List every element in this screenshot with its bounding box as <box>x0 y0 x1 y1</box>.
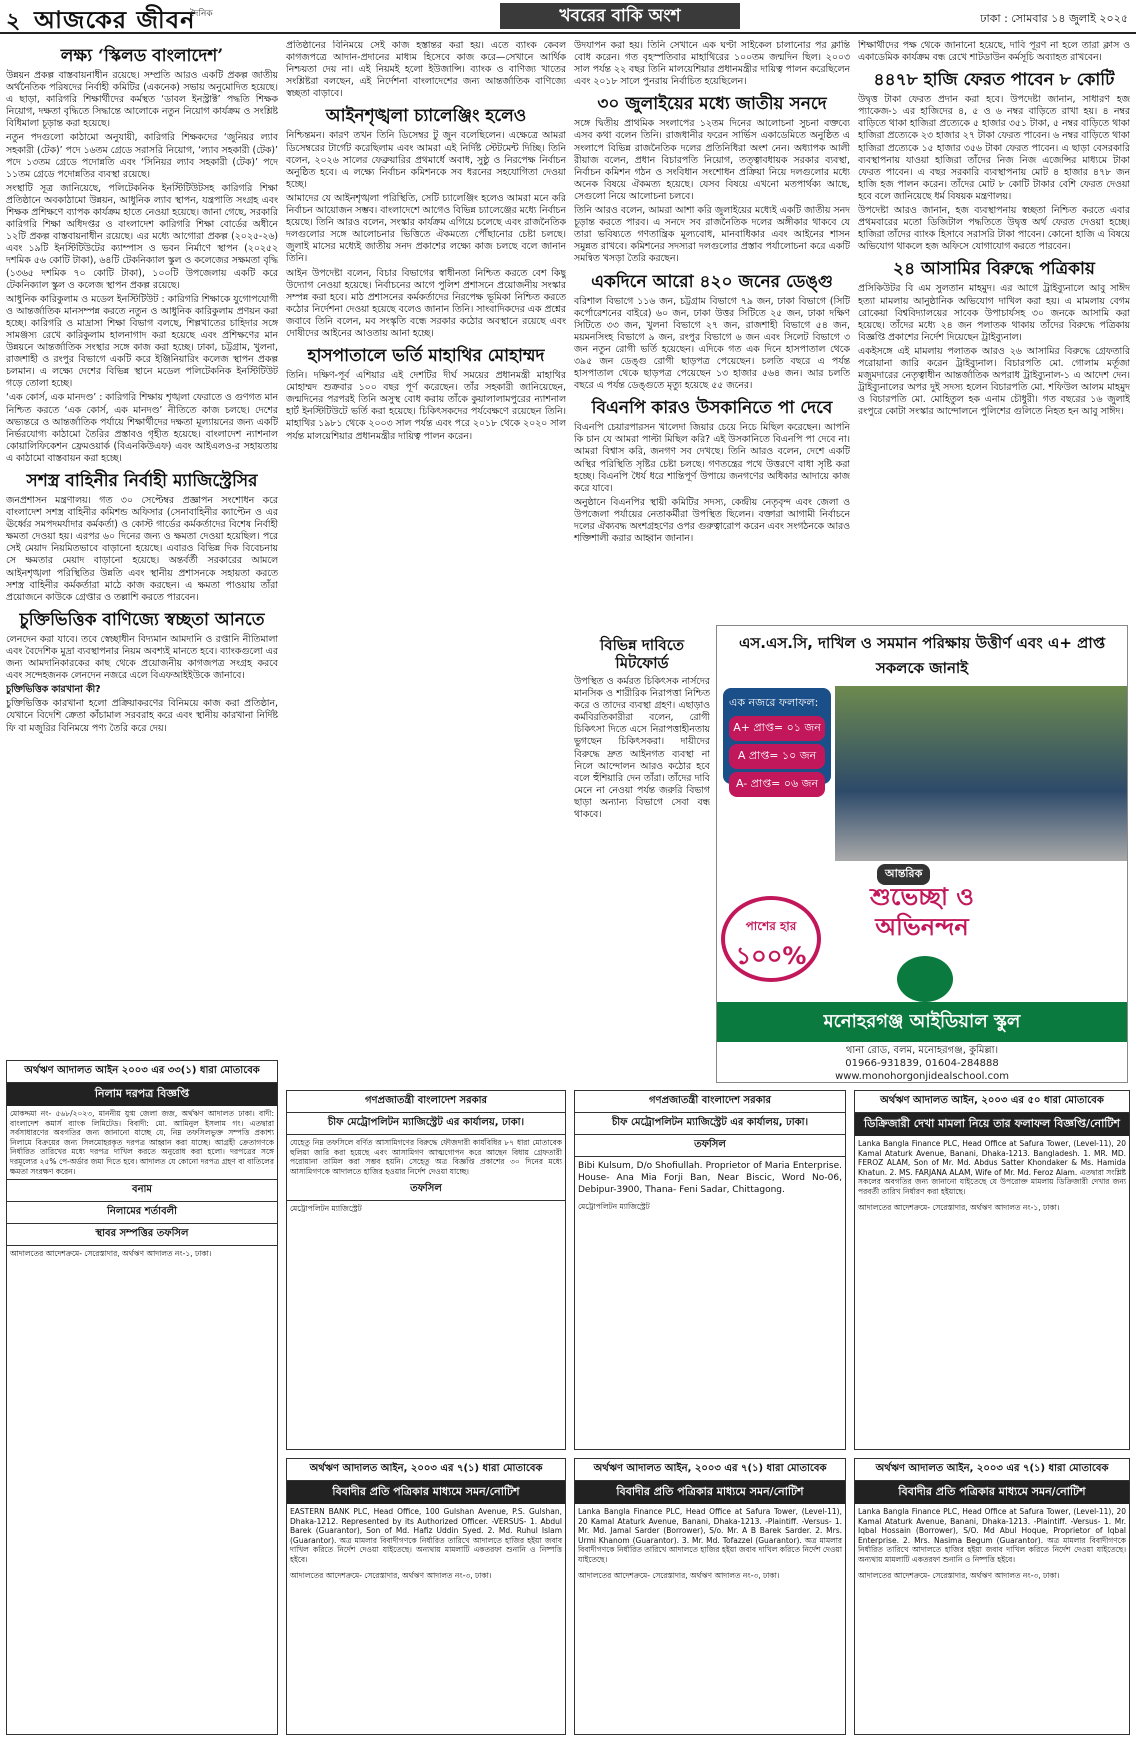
notice-title: বিবাদীর প্রতি পত্রিকার মাধ্যমে সমন/নোটিশ <box>287 1481 565 1504</box>
article-text: উপদেষ্টা আরও জানান, হজ ব্যবস্থাপনায় স্বচ্ছতা নিশ্চিত করতে এবার প্রথমবারের মতো ডিজিটাল পদ্ধতিতে উদ্বৃত্ত অর্থ ফেরত দেওয়া হচ্ছে। হাজিরা তাঁদের ব্যাংক হিসাবে সরাসরি টাকা পাবেন। কোনো হাজি এ বিষয়ে অভিযোগ থাকলে হজ অফিসে যোগাযোগ করতে পারবেন। <box>858 205 1130 253</box>
article-subhead: চুক্তিভিত্তিক কারখানা কী? <box>6 684 101 696</box>
result-summary <box>723 688 831 790</box>
notice-schedule: তফসিল <box>287 1179 565 1201</box>
result-aplus: A+ প্রাপ্ত= ০১ জন <box>729 716 825 741</box>
dateline: ঢাকা : সোমবার ১৪ জুলাই ২০২৫ <box>980 12 1128 25</box>
article-text: শিক্ষার্থীদের পক্ষ থেকে জানানো হয়েছে, দাবি পূরণ না হলে তারা ক্লাস ও একাডেমিক কার্যক্রম বন্ধ রেখে শাটডাউন কর্মসূচি অব্যাহত রাখবেন। <box>858 40 1130 64</box>
daily-tag: দৈনিক <box>190 9 213 19</box>
school-congrats-ad <box>716 625 1128 1083</box>
school-contact <box>717 1042 1127 1082</box>
column-1 <box>6 40 278 1050</box>
headline-national-charter: ৩০ জুলাইয়ের মধ্যে জাতীয় সনদে <box>597 94 827 115</box>
newspaper-logo: আজকের জীবন <box>34 5 196 34</box>
students-photo <box>835 686 1127 861</box>
article-text: তিনি আরও বলেন, আমরা আশা করি জুলাইয়ের মধ্যেই একটি জাতীয় সনদ চূড়ান্ত করতে পারব। এ সনদে সব রাজনৈতিক দলের অঙ্গীকার থাকবে যে তারা ভবিষ্যতে গণতান্ত্রিক মূল্যবোধ, মানবাধিকার এবং আইনের শাসন সমুন্নত রাখবে। কমিশনের সদস্যরা দলগুলোর প্রস্তাব পর্যালোচনা করে একটি সমন্বিত খসড়া তৈরি করছেন। <box>574 205 850 265</box>
column-3 <box>574 40 850 620</box>
auction-notice <box>6 1060 278 1735</box>
headline-armed-forces-magistracy: সশস্ত্র বাহিনীর নির্বাহী ম্যাজিস্ট্রেসির <box>26 471 258 491</box>
result-aminus: A- প্রাপ্ত= ০৬ জন <box>729 772 825 797</box>
pass-rate-label: পাশের হার <box>745 919 797 933</box>
article-text: প্রসিকিউটর বি এম সুলতান মাহমুদ। এর আগে ট্রাইব্যুনালে আবু সাঈদ হত্যা মামলায় আনুষ্ঠানিক অভিযোগ দাখিল করা হয়। এ মামলায় বেগম রোকেয়া বিশ্ববিদ্যালয়ের সাবেক উপাচার্যসহ ৩০ জনকে আসামি করা হয়েছে। তাঁদের মধ্যে ২৪ জন পলাতক থাকায় তাঁদের বিরুদ্ধে পত্রিকায় বিজ্ঞপ্তি প্রকাশের নির্দেশ দিয়েছেন ট্রাইব্যুনাল। <box>858 283 1130 343</box>
notice-office: চীফ মেট্রোপলিটন ম্যাজিস্ট্রেট এর কার্যালয়, ঢাকা। <box>287 1113 565 1135</box>
headline-bnp: বিএনপি কারও উসকানিতে পা দেবে <box>591 398 833 419</box>
article-text: উপস্থিত ও কর্মরত চিকিৎসক নার্সদের মানসিক ও শারীরিক নিরাপত্তা নিশ্চিত করে ও তাদের ব্যবস্থা গ্রহণ। এছাড়াও কর্মবিরতিকারীরা বলেন, রোগী চিকিৎসা দিতে এসে নিরাপত্তাহীনতায় ভুগছেন চিকিৎসকরা। দায়ীদের বিরুদ্ধে দ্রুত আইনগত ব্যবস্থা না নিলে আন্দোলন আরও কঠোর হবে বলে হুঁশিয়ারি দেন তাঁরা। তাঁদের দাবি মেনে না নেওয়া পর্যন্ত জরুরি বিভাগ ছাড়া অন্যান্য বিভাগে সেবা বন্ধ থাকবে। <box>574 676 710 821</box>
notice-title: বিবাদীর প্রতি পত্রিকার মাধ্যমে সমন/নোটিশ <box>575 1481 845 1504</box>
notice-conditions: নিলামের শর্তাবলী <box>7 1202 277 1224</box>
notice-govt: গণপ্রজাতন্ত্রী বাংলাদেশ সরকার <box>575 1091 845 1113</box>
result-heading: এক নজরে ফলাফল: <box>729 696 819 709</box>
notice-sign: আদালতের আদেশক্রমে- সেরেস্তাদার, অর্থঋণ আদালত নং-১, ঢাকা। <box>858 1202 1060 1212</box>
article-text: প্রতিষ্ঠানের বিনিময়ে সেই কাজ হস্তান্তর করা হয়। এতে ব্যাংক কেবল কাগজপত্রে আদান-প্রদানের মাধ্যম হিসেবে কাজ করে—সেখানে আর্থিক নিশ্চয়তা দেয় না। এই নিয়মই হলো ইউজান্সি। ব্যাংক ও বাণিজ্য খাতের সংশ্লিষ্টরা বলছেন, এই নির্দেশনা বাংলাদেশের জন্য আন্তর্জাতিক বাণিজ্যে স্বচ্ছতা বাড়াবে। <box>286 40 566 100</box>
notice-sign: আদালতের আদেশক্রমে- সেরেস্তাদার, অর্থঋণ আদালত নং-৩, ঢাকা। <box>290 1570 492 1580</box>
headline-law-order: আইনশৃঙ্খলা চ্যালেঞ্জিং হলেও <box>325 106 527 127</box>
article-text: ‘এক কোর্স, এক মানদণ্ড’ : কারিগরি শিক্ষায় শৃঙ্খলা ফেরাতে ও গুণগত মান নিশ্চিত করতে ‘এক কোর্স, এক মানদণ্ড’ নীতিতে কাজ চলছে। দেশের অভ্যন্তরে ও আন্তর্জাতিক পর্যায়ে শিক্ষার্থীদের দক্ষতা মূল্যায়নের জন্য একটি নির্ভরযোগ্য কাঠামো তৈরির প্রস্তাবও গৃহীত হয়েছে। বাংলাদেশ ন্যাশনাল কোয়ালিফিকেশন ফ্রেমওয়ার্ক (বিএনকিউএফ) এবং আইএলও-র সহায়তায় এ কাঠামো বাস্তবায়ন করা হচ্ছে। <box>6 392 278 464</box>
cmm-notice-1 <box>286 1090 566 1450</box>
article-text: আইন উপদেষ্টা বলেন, বিচার বিভাগের স্বাধীনতা নিশ্চিত করতে বেশ কিছু উদ্যোগ নেওয়া হয়েছে। নির্বাচনের আগে পুলিশ প্রশাসনে প্রয়োজনীয় সংস্কার সম্পন্ন করা হবে। মাঠ প্রশাসনের কর্মকর্তাদের নিরপেক্ষ ভূমিকা নিশ্চিত করতে কঠোর নির্দেশনা দেওয়া হয়েছে বলেও জানান তিনি। সাংবাদিকদের এক প্রশ্নের জবাবে তিনি বলেন, মব সংস্কৃতি বন্ধে সরকার কঠোর অবস্থানে রয়েছে এবং দোষীদের আইনের আওতায় আনা হচ্ছে। <box>286 267 566 339</box>
school-logo-icon <box>897 956 953 1002</box>
cmm-notice-2 <box>574 1090 846 1450</box>
notice-title: নিলাম দরপত্র বিজ্ঞপ্তি <box>7 1083 277 1106</box>
article-text: নতুন পদগুলো কাঠামো অনুযায়ী, কারিগরি শিক্ষকদের ‘জুনিয়র ল্যাব সহকারী (টেক)’ পদে ১৬তম গ্রেডে সরাসরি নিয়োগ, ‘ল্যাব সহকারী (টেক)’ পদে ১৩তম গ্রেডে পদোন্নতি এবং ‘সিনিয়র ল্যাব সহকারী (টেক)’ পদে ১১তম গ্রেডে পদোন্নতির ব্যবস্থা রয়েছে। <box>6 132 278 180</box>
headline-contract-trade: চুক্তিভিত্তিক বাণিজ্যে স্বচ্ছতা আনতে <box>19 609 265 630</box>
notice-law: অর্থঋণ আদালত আইন, ২০০৩ এর ৭(১) ধারা মোতাবেক <box>575 1459 845 1481</box>
article-text: উদযাপন করা হয়। তিনি সেখানে এক ঘণ্টা সাইকেল চালানোর পর ক্লান্তি বোধ করেন। গত বৃহস্পতিবার মাহাথিরের ১০০তম জন্মদিন ছিল। ২০০৩ সাল পর্যন্ত ২২ বছর তিনি মালয়েশিয়ার প্রধানমন্ত্রীর দায়িত্ব পালন করেছিলেন এবং ২০১৮ সালে পুনরায় নির্বাচিত হয়েছিলেন। <box>574 40 850 88</box>
school-name: মনোহরগঞ্জ আইডিয়াল স্কুল <box>717 1002 1127 1042</box>
article-text: লেনদেন করা যাবে। তবে স্বেচ্ছাধীন বিদ্যমান আমদানি ও রপ্তানি নীতিমালা এবং বৈদেশিক মুদ্রা ব্যবস্থাপনার নিয়ম অবশ্যই মানতে হবে। ব্যাংকগুলো এর জন্য আমদানিকারকের কাছ থেকে প্রয়োজনীয় কাগজপত্র সংগ্রহ করবে এবং সন্দেহজনক লেনদেন নজরে এলে বিএফআইইউকে জানাবে। <box>6 633 278 682</box>
pass-rate-badge <box>721 896 821 982</box>
notice-sign: মেট্রোপলিটন ম্যাজিস্ট্রেট <box>290 1204 362 1214</box>
page-number: ২ <box>6 8 21 34</box>
notice-schedule: স্থাবর সম্পত্তির তফসিল <box>7 1224 277 1246</box>
article-text: আমাদের যে আইনশৃঙ্খলা পরিস্থিতি, সেটি চ্যালেঞ্জিং হলেও আমরা মনে করি নির্বাচন আয়োজন সম্ভব। বাংলাদেশে আগেও বিভিন্ন চ্যালেঞ্জের মধ্যে নির্বাচন হয়েছে। তিনি আরও বলেন, সংস্কার কার্যক্রম এগিয়ে চলেছে এবং রাজনৈতিক দলগুলোর সঙ্গে আলোচনার ভিত্তিতে ঐকমত্যে পৌঁছানোর চেষ্টা চলছে। জুলাই মাসের মধ্যেই জাতীয় সনদ প্রকাশের লক্ষ্যে কাজ চলছে বলে জানান তিনি। <box>286 192 566 265</box>
school-address: থানা রোড, বলম, মনোহরগঞ্জ, কুমিল্লা। <box>845 1045 999 1056</box>
notice-body: Bibi Kulsum, D/o Shofiullah. Proprietor of Maria Enterprise. House- Ana Mia Forji Ban, Near Biscic, Word No-06, Debipur-3900, Thana- Feni Sadar, Chittagong. <box>578 1161 842 1195</box>
article-text: জনপ্রশাসন মন্ত্রণালয়। গত ৩০ সেপ্টেম্বর প্রজ্ঞাপন সংশোধন করে বাংলাদেশ সশস্ত্র বাহিনীর কমিশন্ড অফিসার (সেনাবাহিনীর ক্যাপ্টেন ও এর ঊর্ধ্বের সমপদমর্যাদার কর্মকর্তা) ও কোস্ট গার্ডের কর্মকর্তাদের বিশেষ নির্বাহী ক্ষমতা দেওয়া হয়। এরপর ৬০ দিনের জন্য ও ক্ষমতা দেওয়া হয়েছিল। পরে সেই মেয়াদ নিয়মিতভাবে বাড়ানো হয়েছে। এবারও বিভিন্ন দিক বিবেচনায় সে ক্ষমতার মেয়াদ বাড়ানো হয়েছে। অন্তর্বর্তী সরকারের আমলে আইনশৃঙ্খলা পরিস্থিতির উন্নতি এবং স্থানীয় প্রশাসনকে সহায়তা করতে সশস্ত্র বাহিনীর কর্মকর্তারা মাঠে কাজ করছেন। এ ক্ষমতা পাওয়ায় তাঁরা প্রয়োজনে কাউকে গ্রেপ্তার ও তল্লাশি করতে পারবেন। <box>6 495 278 603</box>
headline-24-accused: ২৪ আসামির বিরুদ্ধে পত্রিকায় <box>893 259 1095 280</box>
masthead <box>0 0 1136 34</box>
article-text: বরিশাল বিভাগে ১১৬ জন, চট্টগ্রাম বিভাগে ৭৯ জন, ঢাকা বিভাগে (সিটি কর্পোরেশনের বাইরে) ৬০ জন, ঢাকা উত্তর সিটিতে ২৫ জন, ঢাকা দক্ষিণ সিটিতে ৩৩ জন, খুলনা বিভাগে ২৭ জন, রাজশাহী বিভাগে ৫৪ জন, ময়মনসিংহ বিভাগে ৯ জন, রংপুর বিভাগে ৬ জন এবং সিলেট বিভাগে ৩ জন নতুন রোগী ভর্তি হয়েছেন। এদিকে গত এক দিনে হাসপাতাল থেকে ৩৯৫ জন ডেঙ্গু রোগী ছাড়পত্র পেয়েছেন। চলতি বছরে এ পর্যন্ত হাসপাতাল থেকে ছাড়পত্র পেয়েছেন ১৩ হাজার ৫৬৪ জন। আর চলতি বছরে এ পর্যন্ত ডেঙ্গুতে মৃত্যু হয়েছে ৫৫ জনের। <box>574 295 850 392</box>
headline-hajj-refund: ৪৪৭৮ হাজি ফেরত পাবেন ৮ কোটি <box>873 70 1115 91</box>
notice-body: Lanka Bangla Finance PLC, Head Office at Safura Tower, (Level-11), 20 Kamal Ataturk Avenue, Banani, Dhaka-1213. -Plaintiff. -Versus- 1. Mr. Md. Jamal Sarder (Borrower), S/o. Mr. A B Barek Sarder. 2. Mrs. Urmi Khanom (Guarantor). 3. Mr. Md. Tofazzel (Guarantor). অত্র মামলার বিবাদীগণকে নির্ধারিত তারিখে আদালতে হাজির হইয়া জবাব দাখিল করিতে নির্দেশ দেওয়া যাইতেছে। <box>578 1507 842 1564</box>
headline-dengue: একদিনে আরো ৪২০ জনের ডেঙ্গু <box>591 271 833 292</box>
article-text: একইসঙ্গে এই মামলায় পলাতক আরও ২৬ আসামির বিরুদ্ধে গ্রেফতারি পরোয়ানা জারি করেন ট্রাইব্যুনাল। বিচারপতি মো. গোলাম মর্তূজা মজুমদারের নেতৃত্বাধীন আন্তর্জাতিক অপরাধ ট্রাইব্যুনাল-১ এ আদেশ দেন। ট্রাইব্যুনালের অপর দুই সদস্য হলেন বিচারপতি মো. শফিউল আলম মাহমুদ ও বিচারপতি মো. মোহিতুল হক এনাম চৌধুরী। গত বছরের ১৬ জুলাই রংপুরে কোটা সংস্কার আন্দোলনে পুলিশের গুলিতে নিহত হন আবু সাঈদ। <box>858 345 1130 418</box>
school-phone: 01966-931839, 01604-284888 <box>845 1058 999 1069</box>
notice-law: অর্থঋণ আদালত আইন, ২০০৩ এর ৭(১) ধারা মোতাবেক <box>855 1459 1129 1481</box>
notice-title: বিবাদীর প্রতি পত্রিকার মাধ্যমে সমন/নোটিশ <box>855 1481 1129 1504</box>
ad-title: এস.এস.সি, দাখিল ও সমমান পরিক্ষায় উত্তীর্ণ এবং এ+ প্রাপ্ত সকলকে জানাই <box>738 634 1106 677</box>
article-text: উদ্বৃত্ত টাকা ফেরত প্রদান করা হবে। উপদেষ্টা জানান, সাধারণ হজ প্যাকেজ-১ এর হাজিদের ৪, ৫ ও ৬ নম্বর বাড়িতে রাখা হয়। ৪ নম্বর বাড়িতে থাকা হাজিরা প্রত্যেকে ৫ হাজার ৩৫১ টাকা, ৫ নম্বর বাড়িতে থাকা হাজিরা প্রত্যেকে ২৩ হাজার ২৭ টাকা ফেরত পাবেন। ৬ নম্বর বাড়িতে থাকা হাজিরা প্রত্যেকে ১৫ হাজার ৩৫৬ টাকা ফেরত পাবেন। এ ছাড়া বেসরকারি ব্যবস্থাপনায় যাওয়া হাজিরা তাঁদের নিজ নিজ এজেন্সির মাধ্যমে টাকা ফেরত পাবেন। এ বছর সরকারি ব্যবস্থাপনায় মোট ৪ হাজার ৪৭৮ জন হাজি হজ পালন করেন। তাঁদের মোট ৮ কোটি টাকার বেশি ফেরত দেওয়া হবে বলে জানিয়েছে ধর্ম বিষয়ক মন্ত্রণালয়। <box>858 94 1130 202</box>
notice-body: Lanka Bangla Finance PLC, Head Office at Safura Tower, (Level-11), 20 Kamal Ataturk Avenue, Banani, Dhaka-1213. -Plaintiff. -Versus- 1. Mr. Iqbal Hossain (Borrower), S/O. Md Abul Hoque, Proprietor of Iqbal Enterprise. 2. Mrs. Nasima Begum (Guarantor). অত্র মামলার বিবাদীগণকে নির্ধারিত তারিখে আদালতে হাজির হইয়া জবাব দাখিল করিতে নির্দেশ দেওয়া যাইতেছে। অন্যথায় মামলাটি একতরফা শুনানি ও নিষ্পত্তি হইবে। <box>858 1507 1126 1564</box>
section-title: খবরের বাকি অংশ <box>500 3 740 29</box>
heartfelt-label: আন্তরিক <box>877 864 930 885</box>
summons-notice-1 <box>286 1458 566 1735</box>
notice-law: অর্থঋণ আদালত আইন, ২০০৩ এর ৫০ ধারা মোতাবেক <box>855 1091 1129 1113</box>
notice-body: যেহেতু নিম্ন তফসিলে বর্ণিত আসামিগণের বিরুদ্ধে ফৌজদারী কার্যবিধির ৮৭ ধারা মোতাবেক হুলিয়া জারি করা হয়েছে এবং আসামিগণ আত্মগোপন করে আছেন বিধায় গ্রেফতারী পরোয়ানা তামিল করা সম্ভব হয়নি। সেহেতু অত্র বিজ্ঞপ্তি প্রকাশের ৩০ দিনের মধ্যে আসামিগণকে আদালতে হাজির হওয়ার নির্দেশ দেওয়া যাচ্ছে। <box>290 1138 562 1176</box>
result-a: A প্রাপ্ত= ১০ জন <box>729 744 825 769</box>
column-2 <box>286 40 566 1050</box>
headline-mitford: বিভিন্ন দাবিতে মিটফোর্ড <box>599 636 685 672</box>
notice-sign: আদালতের আদেশক্রমে- সেরেস্তাদার, অর্থঋণ আদালত নং-৩, ঢাকা। <box>858 1570 1060 1580</box>
article-text: উন্নয়ন প্রকল্প বাস্তবায়নাধীন রয়েছে। সম্প্রতি আরও একটি প্রকল্প জাতীয় অর্থনৈতিক পরিষদের নির্বাহী কমিটির (একনেক) সভায় অনুমোদিত হয়েছে। এ ছাড়া, কারিগরি শিক্ষার্থীদের কর্মস্থত ‘ডাবল ইনস্ট্রাক্ট’ পদ্ধতি শিক্ষক নিয়োগ, দক্ষতা বৃদ্ধিতে সিদ্ধান্তে আলোকে নতুন নিয়োগ কার্যক্রম ও সংশ্লিষ্ট বিধিমালা চূড়ান্ত করা হয়েছে। <box>6 70 278 130</box>
notice-office: চীফ মেট্রোপলিটন ম্যাজিস্ট্রেট এর কার্যালয়, ঢাকা। <box>575 1113 845 1135</box>
decree-notice <box>854 1090 1130 1450</box>
notice-title: ডিক্রিজারী দেখা মামলা নিয়ে তার ফলাফল বিজ্ঞপ্তি/নোটিশ <box>855 1113 1129 1136</box>
article-text: অনুষ্ঠানে বিএনপির স্থায়ী কমিটির সদস্য, কেন্দ্রীয় নেতৃবৃন্দ এবং জেলা ও উপজেলা পর্যায়ের নেতাকর্মীরা উপস্থিত ছিলেন। বক্তারা আগামী নির্বাচনে দলের ঐক্যবদ্ধ অংশগ্রহণের ওপর গুরুত্বারোপ করেন এবং সংগঠনকে আরও শক্তিশালী করার আহ্বান জানান। <box>574 496 850 545</box>
pass-rate-value: ১০০% <box>735 942 807 970</box>
article-text: তিনি। দক্ষিণ-পূর্ব এশিয়ার এই দেশটির দীর্ঘ সময়ের প্রধানমন্ত্রী মাহাথির মোহাম্মদ শুক্রবার ১০০ বছর পূর্ণ করেছেন। তাঁর সহকারী জানিয়েছেন, জন্মদিনের পরপরই তিনি অসুস্থ বোধ করায় তাঁকে কুয়ালালামপুরের ন্যাশনাল হার্ট ইনস্টিটিউটে ভর্তি করা হয়েছে। চিকিৎসকদের পর্যবেক্ষণে রয়েছেন তিনি। মাহাথির ১৯৮১ থেকে ২০০৩ সাল পর্যন্ত এবং পরে ২০১৮ থেকে ২০২০ সাল পর্যন্ত মালয়েশিয়ার প্রধানমন্ত্রীর দায়িত্ব পালন করেন। <box>286 370 566 442</box>
notice-govt: গণপ্রজাতন্ত্রী বাংলাদেশ সরকার <box>287 1091 565 1113</box>
article-text: বিএনপি চেয়ারপারসন খালেদা জিয়ার চেয়ে নিচে মিছিল করেছেন। আপনি কি চান যে আমরা পাল্টা মিছিল করি? এই উসকানিতে বিএনপি পা দেবে না। আমরা বিশ্বাস করি, জনগণ সব দেখছে। তিনি আরও বলেন, দেশে একটি অস্থির পরিস্থিতি সৃষ্টির চেষ্টা চলছে। গণতন্ত্রের পথে উত্তরণে বাধা সৃষ্টি করা হচ্ছে। বিএনপি ধৈর্য ধরে শান্তিপূর্ণ উপায়ে জনগণের অধিকার আদায়ে কাজ করে যাবে। <box>574 422 850 494</box>
article-text: সংস্থাটি সূত্র জানিয়েছে, পলিটেকনিক ইনস্টিটিউটসহ কারিগরি শিক্ষা প্রতিষ্ঠানে অবকাঠামো উন্নয়ন, আধুনিক ল্যাব স্থাপন, যন্ত্রপাতি সংগ্রহ এবং শিক্ষক প্রশিক্ষণে ব্যাপক কার্যক্রম হাতে নেওয়া হয়েছে। জানা গেছে, সরকারি কারিগরি শিক্ষা অধিদপ্তর ও বাংলাদেশ কারিগরি শিক্ষা বোর্ডের অধীনে ১২টি প্রকল্প বাস্তবায়নাধীন রয়েছে। এর মধ্যে আগোরা প্রকল্প (২০২৫-২৬) এবং ১৯টি ইনস্টিটিউটের ক্যাম্পাস ও ভবন নির্মাণে স্থাপন (২০২৫২ দশমিক ৫৬ কোটি টাকা), ৬৪টি টেকনিক্যাল স্কুল ও কলেজের সক্ষমতা বৃদ্ধি (১৩৬৫ দশমিক ৭০ কোটি টাকা), ১০০টি উপজেলায় একটি করে টেকনিক্যাল স্কুল ও কলেজ স্থাপন প্রকল্প রয়েছে। <box>6 182 278 291</box>
notice-body: মোকদ্দমা নং- ৫৬৮/২০২৩, মাননীয় যুগ্ম জেলা জজ, অর্থঋণ আদালত ঢাকা। বাদী: বাংলাদেশ কমার্স ব্যাংক লিমিটেড। বিবাদী: মো. আমিনুল ইসলাম গং। এতদ্বারা সর্বসাধারণের অবগতির জন্য জানানো যাচ্ছে যে, নিম্ন তফসিলভুক্ত সম্পত্তি প্রকাশ্য নিলামে বিক্রয়ের জন্য সিলমোহরকৃত দরপত্র আহ্বান করা যাচ্ছে। আগ্রহী ক্রেতাগণকে নির্ধারিত তারিখের মধ্যে দরপত্র দাখিল করতে অনুরোধ করা হলো। দরপত্রের সঙ্গে দরমূল্যের ২৫% পে-অর্ডার জমা দিতে হবে। আদালত যে কোনো দরপত্র গ্রহণ বা বাতিলের ক্ষমতা সংরক্ষণ করেন। <box>10 1109 274 1176</box>
summons-notice-2 <box>574 1458 846 1735</box>
notice-schedule: তফসিল <box>575 1135 845 1157</box>
article-text: নিশ্চিন্তমন। কারণ তখন তিনি ডিসেম্বর টু জুন বলেছিলেন। এক্ষেত্রে আমরা ডিসেম্বরের টার্গেট করেছিলাম এবং আমরা এই নির্দিষ্ট স্টেটমেন্ট দিচ্ছি। তিনি বলেন, ২০২৬ সালের ফেব্রুয়ারির প্রথমার্ধে অবাধ, সুষ্ঠু ও নিরপেক্ষ নির্বাচন অনুষ্ঠিত হবে। এ লক্ষ্যে নির্বাচন কমিশনকে সব ধরনের সহযোগিতা দেওয়া হচ্ছে। <box>286 130 566 190</box>
article-text: চুক্তিভিত্তিক কারখানা হলো প্রক্রিয়াকরণের বিনিময়ে কাজ করা প্রতিষ্ঠান, যেখানে বিদেশি ক্রেতা কাঁচামাল সরবরাহ করে এবং স্থানীয় কারখানা নির্দিষ্ট ফি বা মজুরির বিনিময়ে পণ্য তৈরি করে দেয়। <box>6 698 278 734</box>
notice-law: অর্থঋণ আদালত আইন, ২০০৩ এর ৭(১) ধারা মোতাবেক <box>287 1459 565 1481</box>
column-3-lower <box>574 630 710 1070</box>
notice-sign: আদালতের আদেশক্রমে- সেরেস্তাদার, অর্থঋণ আদালত নং-৩, ঢাকা। <box>578 1570 780 1580</box>
headline-skilled-bangladesh: লক্ষ্য ‘স্কিলড বাংলাদেশ’ <box>60 46 224 66</box>
notice-sign: মেট্রোপলিটন ম্যাজিস্ট্রেট <box>578 1202 650 1211</box>
summons-notice-3 <box>854 1458 1130 1735</box>
notice-sign: আদালতের আদেশক্রমে- সেরেস্তাদার, অর্থঋণ আদালত নং-১, ঢাকা। <box>10 1249 212 1259</box>
article-text: সঙ্গে দ্বিতীয় প্রাথমিক সংলাপের ১২তম দিনের আলোচনা সুচনা বক্তব্যে এসব কথা বলেন তিনি। রাজধানীর ফরেন সার্ভিস একাডেমিতে অনুষ্ঠিত এ সংলাপে বিভিন্ন রাজনৈতিক দলের প্রতিনিধিরা অংশ নেন। অধ্যাপক আলী রীয়াজ বলেন, প্রধান বিচারপতি নিয়োগ, তত্ত্বাবধায়ক সরকার ব্যবস্থা, নির্বাচন কমিশন গঠন ও সংবিধান সংশোধন প্রক্রিয়া নিয়ে দলগুলোর মধ্যে অনেক বিষয়ে ঐকমত্য হয়েছে। যেসব বিষয়ে এখনো মতপার্থক্য আছে, সেগুলো নিয়ে আলোচনা চলবে। <box>574 118 850 202</box>
article-text: আধুনিক কারিকুলাম ও মডেল ইনস্টিটিউট : কারিগরি শিক্ষাকে যুগোপযোগী ও আন্তর্জাতিক মানসম্পন্ন করতে নতুন ও আধুনিক কারিকুলাম প্রণয়ন করা হচ্ছে। কারিগরি ও মাদ্রাসা শিক্ষা বিভাগ বলছে, শিল্পখাতের চাহিদার সঙ্গে সামঞ্জস্য রেখে কারিকুলাম হালনাগাদ করা হয়েছে এবং প্রশিক্ষণের মান উন্নয়নে আন্তর্জাতিক সংস্থার সঙ্গে কাজ করা হচ্ছে। ঢাকা, চট্টগ্রাম, খুলনা, রাজশাহী ও রংপুর বিভাগে একটি করে ইঞ্জিনিয়ারিং কলেজ স্থাপন প্রকল্প চলমান। এ লক্ষ্যে দেশের বিভিন্ন স্থানে মডেল পলিটেকনিক ইনস্টিটিউট গড়ে তোলা হচ্ছে। <box>6 293 278 390</box>
notice-law: অর্থঋণ আদালত আইন ২০০৩ এর ৩৩(১) ধারা মোতাবেক <box>7 1061 277 1083</box>
notice-versus: বনাম <box>7 1179 277 1202</box>
school-website: www.monohorgonjidealschool.com <box>835 1071 1009 1082</box>
headline-mahathir: হাসপাতালে ভর্তি মাহাথির মোহাম্মদ <box>307 346 545 367</box>
notice-body: Lanka Bangla Finance PLC, Head Office at Safura Tower, (Level-11), 20 Kamal Ataturk Avenue, Banani, Dhaka-1213. Bangladesh. 1. MR. MD. FEROZ ALAM, Son of Mr. Md. Abdus Satter Khondaker & Ms. Hamida Khatun. 2. MS. FARJANA ALAM, Wife of Mr. Md. Feroz Alam. এতদ্বারা সংশ্লিষ্ট সকলের অবগতির জন্য জানানো যাইতেছে যে উপরোক্ত মামলায় ডিক্রিজারী দেখার জন্য পরবর্তী তারিখ নির্ধারণ করা হইয়াছে। <box>858 1139 1126 1196</box>
notice-body: EASTERN BANK PLC, Head Office, 100 Gulshan Avenue, P.S. Gulshan, Dhaka-1212. Represented by its Authorized Officer. -VERSUS- 1. Abdul Barek (Guarantor), Son of Md. Hafiz Uddin Syed. 2. Md. Ruhul Islam (Guarantor). অত্র মামলার বিবাদীগণকে নির্ধারিত তারিখে আদালতে হাজির হইয়া জবাব দাখিল করিতে নির্দেশ দেওয়া যাইতেছে। অন্যথায় মামলাটি একতরফা শুনানি ও নিষ্পত্তি হইবে। <box>290 1507 562 1564</box>
column-4 <box>858 40 1130 620</box>
congrats-text: শুভেচ্ছা ও অভিনন্দন <box>870 882 974 941</box>
